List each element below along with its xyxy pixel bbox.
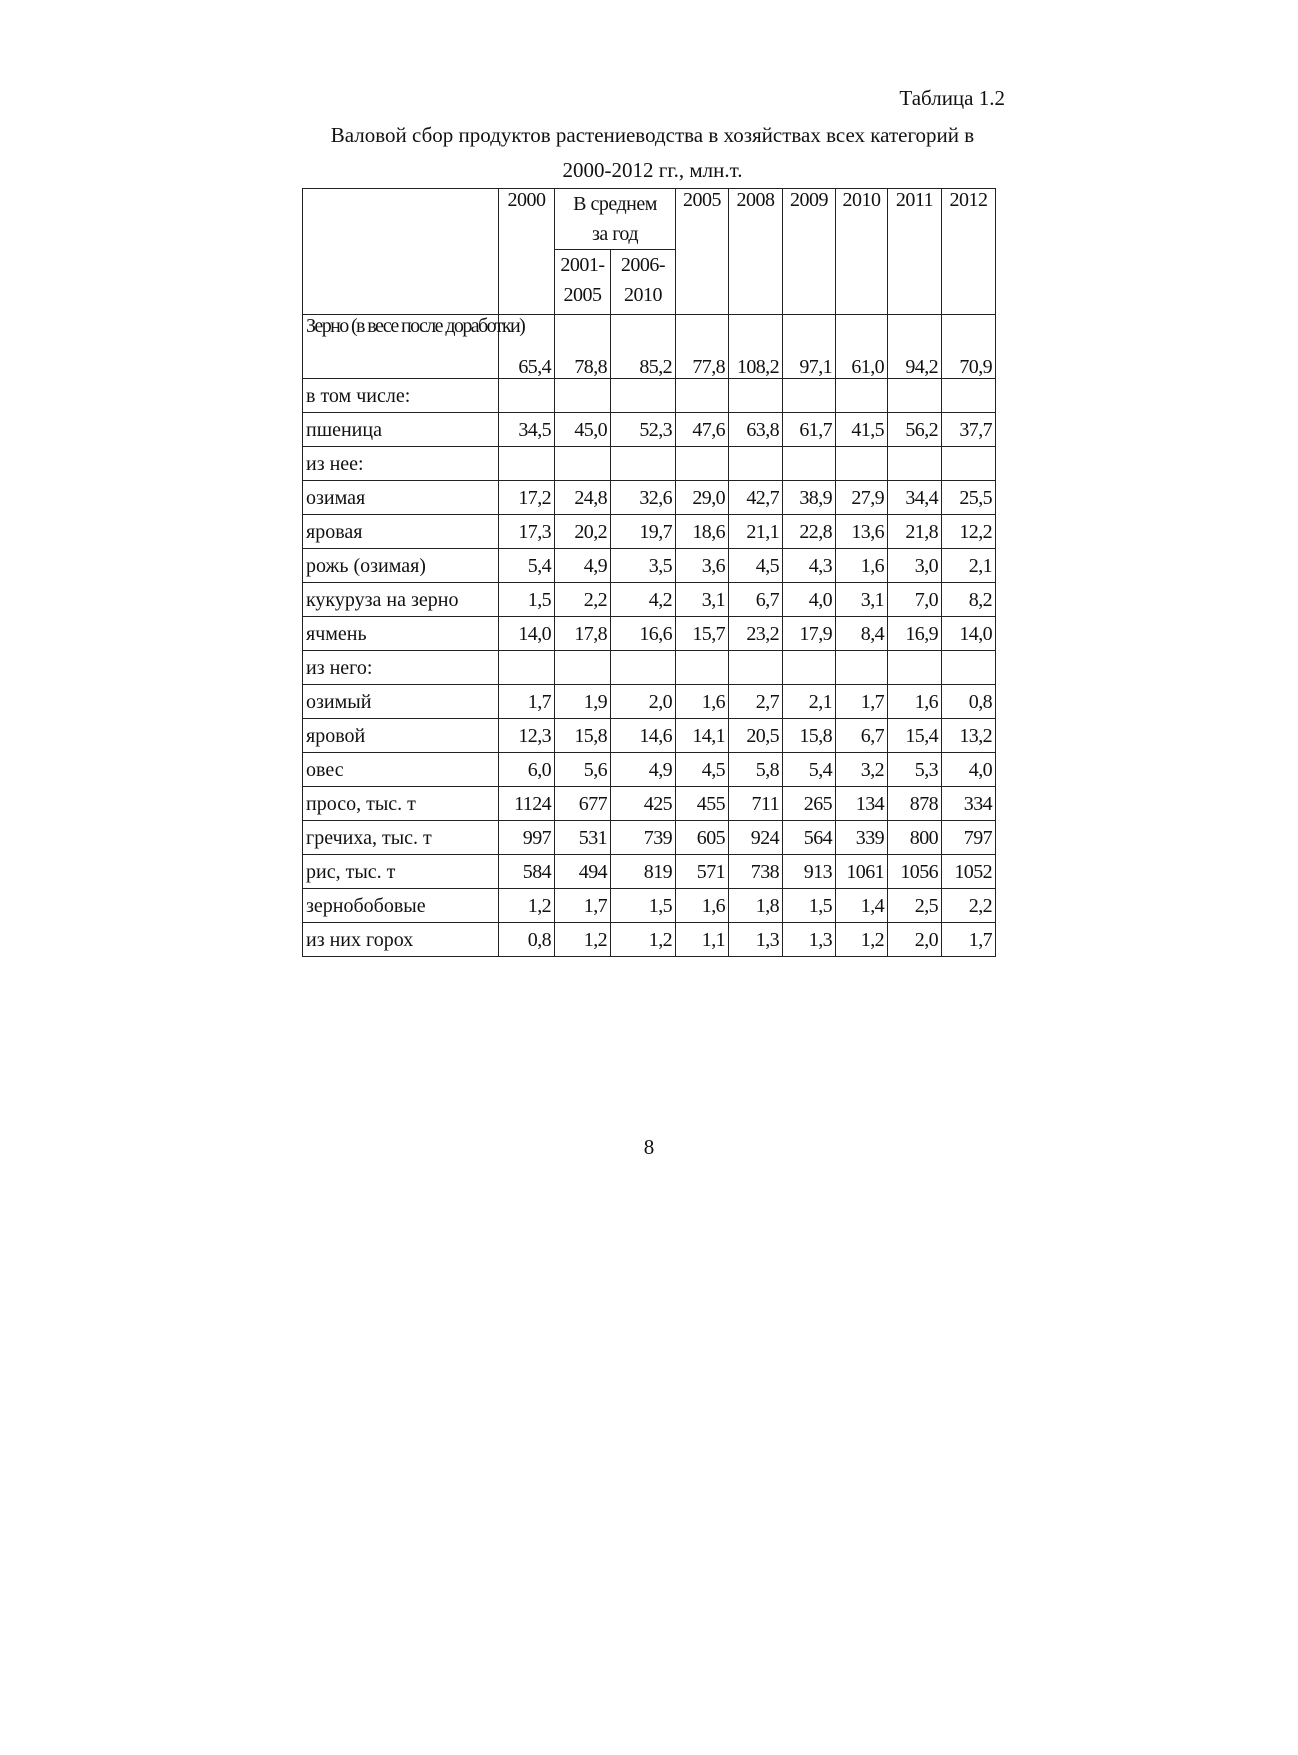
value-cell	[888, 651, 942, 685]
value-cell: 7,0	[888, 583, 942, 617]
value-cell: 677	[555, 787, 611, 821]
value-cell: 22,8	[783, 515, 836, 549]
value-cell: 14,6	[611, 719, 676, 753]
value-cell	[611, 651, 676, 685]
value-cell	[836, 447, 888, 481]
value-cell: 2,1	[783, 685, 836, 719]
value-cell	[676, 651, 729, 685]
value-cell: 2,2	[942, 889, 996, 923]
value-cell: 6,0	[499, 753, 555, 787]
value-cell: 15,8	[783, 719, 836, 753]
value-cell: 4,9	[555, 549, 611, 583]
row-label: яровая	[303, 515, 499, 549]
row-label: озимый	[303, 685, 499, 719]
value-cell	[676, 379, 729, 413]
header-empty-cell	[303, 189, 499, 315]
value-cell: 15,4	[888, 719, 942, 753]
value-cell: 1,6	[676, 889, 729, 923]
value-cell: 23,2	[729, 617, 783, 651]
value-cell: 564	[783, 821, 836, 855]
value-cell	[729, 651, 783, 685]
value-cell: 32,6	[611, 481, 676, 515]
row-label: Зерно (в весе после доработки)	[303, 315, 499, 379]
value-cell: 878	[888, 787, 942, 821]
value-cell: 1,5	[611, 889, 676, 923]
value-cell: 738	[729, 855, 783, 889]
value-cell: 1,3	[729, 923, 783, 957]
row-label: просо, тыс. т	[303, 787, 499, 821]
value-cell: 571	[676, 855, 729, 889]
value-cell	[942, 379, 996, 413]
value-cell: 1052	[942, 855, 996, 889]
row-label: из него:	[303, 651, 499, 685]
table-row	[303, 617, 996, 651]
value-cell: 56,2	[888, 413, 942, 447]
row-label: яровой	[303, 719, 499, 753]
value-cell: 27,9	[836, 481, 888, 515]
header-year-2012: 2012	[942, 189, 996, 315]
value-cell: 3,1	[676, 583, 729, 617]
value-cell: 25,5	[942, 481, 996, 515]
row-label: кукуруза на зерно	[303, 583, 499, 617]
value-cell	[611, 447, 676, 481]
header-average-line-2: за год	[591, 223, 639, 245]
value-cell: 12,3	[499, 719, 555, 753]
value-cell: 77,8	[676, 315, 729, 379]
header-year-2010: 2010	[836, 189, 888, 315]
value-cell	[942, 651, 996, 685]
header-year-2008: 2008	[729, 189, 783, 315]
value-cell: 4,0	[783, 583, 836, 617]
row-label: ячмень	[303, 617, 499, 651]
value-cell	[499, 447, 555, 481]
row-label: в том числе:	[303, 379, 499, 413]
value-cell: 5,3	[888, 753, 942, 787]
value-cell: 1,2	[555, 923, 611, 957]
value-cell: 6,7	[729, 583, 783, 617]
value-cell: 1124	[499, 787, 555, 821]
value-cell	[499, 651, 555, 685]
header-period-2006-2010-line-2: 2010	[624, 284, 662, 306]
value-cell: 2,1	[942, 549, 996, 583]
value-cell: 14,0	[499, 617, 555, 651]
value-cell: 3,6	[676, 549, 729, 583]
crop-production-table	[302, 188, 996, 957]
value-cell: 15,7	[676, 617, 729, 651]
value-cell: 13,6	[836, 515, 888, 549]
value-cell: 16,9	[888, 617, 942, 651]
table-row	[303, 651, 996, 685]
value-cell: 425	[611, 787, 676, 821]
header-year-2011: 2011	[888, 189, 942, 315]
value-cell: 1,4	[836, 889, 888, 923]
value-cell: 52,3	[611, 413, 676, 447]
row-label: из них горох	[303, 923, 499, 957]
value-cell	[888, 379, 942, 413]
value-cell: 1,3	[783, 923, 836, 957]
value-cell: 38,9	[783, 481, 836, 515]
value-cell: 1061	[836, 855, 888, 889]
value-cell: 17,8	[555, 617, 611, 651]
value-cell: 42,7	[729, 481, 783, 515]
table-row	[303, 685, 996, 719]
caption-line-2: 2000-2012 гг., млн.т.	[562, 158, 743, 182]
value-cell: 531	[555, 821, 611, 855]
row-label: рожь (озимая)	[303, 549, 499, 583]
value-cell	[729, 447, 783, 481]
table-row	[303, 821, 996, 855]
value-cell: 4,0	[942, 753, 996, 787]
value-cell: 3,5	[611, 549, 676, 583]
value-cell	[555, 379, 611, 413]
value-cell: 584	[499, 855, 555, 889]
value-cell: 5,6	[555, 753, 611, 787]
value-cell	[836, 379, 888, 413]
value-cell: 70,9	[942, 315, 996, 379]
value-cell: 3,0	[888, 549, 942, 583]
header-year-2005: 2005	[676, 189, 729, 315]
value-cell: 711	[729, 787, 783, 821]
header-average	[555, 189, 676, 250]
table-row	[303, 889, 996, 923]
table-row	[303, 515, 996, 549]
value-cell: 14,1	[676, 719, 729, 753]
caption-line-1: Валовой сбор продуктов растениеводства в хозяйствах всех категорий в	[330, 123, 975, 147]
value-cell: 12,2	[942, 515, 996, 549]
table-caption	[300, 118, 1005, 188]
value-cell: 1,8	[729, 889, 783, 923]
value-cell: 797	[942, 821, 996, 855]
value-cell: 2,7	[729, 685, 783, 719]
value-cell: 5,8	[729, 753, 783, 787]
value-cell: 21,1	[729, 515, 783, 549]
value-cell: 924	[729, 821, 783, 855]
value-cell: 739	[611, 821, 676, 855]
value-cell: 34,4	[888, 481, 942, 515]
value-cell: 1,2	[499, 889, 555, 923]
table-label: Таблица 1.2	[899, 86, 1005, 110]
table-row	[303, 583, 996, 617]
value-cell: 1,5	[499, 583, 555, 617]
table-row	[303, 719, 996, 753]
value-cell	[783, 379, 836, 413]
value-cell: 17,3	[499, 515, 555, 549]
row-label: овес	[303, 753, 499, 787]
value-cell: 85,2	[611, 315, 676, 379]
value-cell: 494	[555, 855, 611, 889]
header-period-2001-2005-line-1: 2001-	[560, 254, 605, 276]
value-cell: 45,0	[555, 413, 611, 447]
value-cell: 1,2	[611, 923, 676, 957]
table-row	[303, 855, 996, 889]
value-cell	[555, 651, 611, 685]
table-row	[303, 379, 996, 413]
value-cell: 20,2	[555, 515, 611, 549]
value-cell: 1,6	[888, 685, 942, 719]
value-cell: 61,7	[783, 413, 836, 447]
value-cell: 24,8	[555, 481, 611, 515]
value-cell: 61,0	[836, 315, 888, 379]
header-row-1	[303, 189, 996, 250]
value-cell: 1,6	[836, 549, 888, 583]
table-row	[303, 787, 996, 821]
value-cell	[888, 447, 942, 481]
value-cell: 0,8	[499, 923, 555, 957]
table-row	[303, 481, 996, 515]
value-cell: 20,5	[729, 719, 783, 753]
value-cell	[676, 447, 729, 481]
value-cell: 265	[783, 787, 836, 821]
value-cell: 1,2	[836, 923, 888, 957]
value-cell	[611, 379, 676, 413]
value-cell: 1,7	[555, 889, 611, 923]
value-cell: 94,2	[888, 315, 942, 379]
value-cell: 2,0	[611, 685, 676, 719]
value-cell: 605	[676, 821, 729, 855]
value-cell: 34,5	[499, 413, 555, 447]
value-cell: 5,4	[783, 753, 836, 787]
value-cell: 15,8	[555, 719, 611, 753]
header-average-line-1: В среднем	[573, 193, 657, 215]
value-cell: 19,7	[611, 515, 676, 549]
value-cell: 1,9	[555, 685, 611, 719]
value-cell: 2,5	[888, 889, 942, 923]
value-cell	[729, 379, 783, 413]
value-cell: 3,1	[836, 583, 888, 617]
value-cell: 13,2	[942, 719, 996, 753]
table-row	[303, 413, 996, 447]
row-label: пшеница	[303, 413, 499, 447]
value-cell	[499, 379, 555, 413]
value-cell: 65,4	[499, 315, 555, 379]
header-period-2001-2005	[555, 250, 611, 315]
table-row	[303, 447, 996, 481]
value-cell: 41,5	[836, 413, 888, 447]
value-cell: 819	[611, 855, 676, 889]
table-row	[303, 315, 996, 379]
value-cell: 1,6	[676, 685, 729, 719]
value-cell: 997	[499, 821, 555, 855]
value-cell: 134	[836, 787, 888, 821]
row-label: рис, тыс. т	[303, 855, 499, 889]
row-label: из нее:	[303, 447, 499, 481]
value-cell: 4,5	[729, 549, 783, 583]
table-row	[303, 549, 996, 583]
value-cell: 1,1	[676, 923, 729, 957]
value-cell: 455	[676, 787, 729, 821]
value-cell	[783, 651, 836, 685]
value-cell: 47,6	[676, 413, 729, 447]
value-cell: 2,2	[555, 583, 611, 617]
value-cell: 14,0	[942, 617, 996, 651]
value-cell: 17,2	[499, 481, 555, 515]
value-cell: 1,7	[499, 685, 555, 719]
value-cell: 8,4	[836, 617, 888, 651]
table-row	[303, 753, 996, 787]
value-cell: 8,2	[942, 583, 996, 617]
value-cell	[555, 447, 611, 481]
header-period-2006-2010-line-1: 2006-	[620, 254, 666, 276]
value-cell: 1,5	[783, 889, 836, 923]
value-cell: 4,3	[783, 549, 836, 583]
page-number: 8	[643, 1135, 655, 1159]
value-cell: 2,0	[888, 923, 942, 957]
value-cell: 3,2	[836, 753, 888, 787]
row-label: озимая	[303, 481, 499, 515]
value-cell: 17,9	[783, 617, 836, 651]
value-cell: 1,7	[942, 923, 996, 957]
value-cell: 4,9	[611, 753, 676, 787]
value-cell: 108,2	[729, 315, 783, 379]
value-cell: 63,8	[729, 413, 783, 447]
value-cell: 913	[783, 855, 836, 889]
value-cell: 97,1	[783, 315, 836, 379]
header-period-2006-2010	[611, 250, 676, 315]
value-cell: 5,4	[499, 549, 555, 583]
table-row	[303, 923, 996, 957]
value-cell: 37,7	[942, 413, 996, 447]
value-cell: 1,7	[836, 685, 888, 719]
header-period-2001-2005-line-2: 2005	[563, 284, 602, 306]
value-cell: 6,7	[836, 719, 888, 753]
value-cell: 78,8	[555, 315, 611, 379]
value-cell: 29,0	[676, 481, 729, 515]
header-year-2000: 2000	[499, 189, 555, 315]
value-cell: 339	[836, 821, 888, 855]
value-cell: 21,8	[888, 515, 942, 549]
value-cell: 4,5	[676, 753, 729, 787]
value-cell	[836, 651, 888, 685]
row-label: зернобобовые	[303, 889, 499, 923]
value-cell	[783, 447, 836, 481]
value-cell	[942, 447, 996, 481]
value-cell: 334	[942, 787, 996, 821]
row-label: гречиха, тыс. т	[303, 821, 499, 855]
value-cell: 18,6	[676, 515, 729, 549]
value-cell: 0,8	[942, 685, 996, 719]
value-cell: 1056	[888, 855, 942, 889]
header-year-2009: 2009	[783, 189, 836, 315]
value-cell: 4,2	[611, 583, 676, 617]
value-cell: 16,6	[611, 617, 676, 651]
value-cell: 800	[888, 821, 942, 855]
